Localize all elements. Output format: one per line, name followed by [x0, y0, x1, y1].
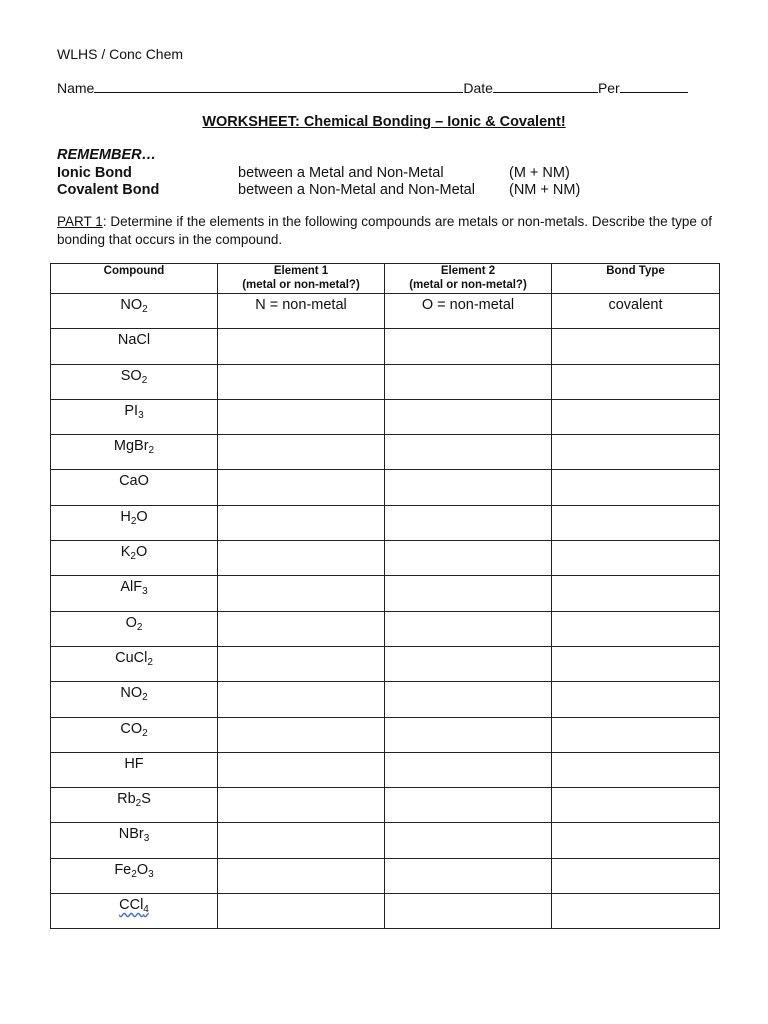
compound-cell	[51, 576, 218, 611]
element2-cell[interactable]	[385, 682, 552, 717]
compound-cell	[51, 435, 218, 470]
element1-cell[interactable]	[218, 364, 385, 399]
compound-cell	[51, 682, 218, 717]
compound-formula: $NO_2$	[120, 297, 148, 315]
element2-header: Element 2 (metal or non-metal?)	[385, 264, 552, 294]
element2-cell[interactable]	[385, 470, 552, 505]
table-row	[51, 682, 720, 717]
compound-cell	[51, 752, 218, 787]
compound-formula: NaCl	[117, 332, 151, 349]
compound-cell	[51, 717, 218, 752]
period-field[interactable]	[620, 79, 688, 93]
element2-cell[interactable]	[385, 541, 552, 576]
definition-description: between a Metal and Non-Metal	[238, 165, 444, 181]
compound-cell	[51, 294, 218, 329]
element2-cell[interactable]	[385, 894, 552, 929]
element1-cell[interactable]	[218, 611, 385, 646]
table-row	[51, 505, 720, 540]
element1-cell[interactable]	[218, 894, 385, 929]
name-field[interactable]	[94, 79, 463, 93]
compound-formula: MgBr$_2$	[113, 438, 155, 457]
compound-cell	[51, 611, 218, 646]
compound-formula: $K_2O$	[120, 544, 148, 563]
table-body	[51, 294, 720, 929]
element1-cell[interactable]: N = non-metal	[218, 294, 385, 329]
worksheet-title: WORKSHEET: Chemical Bonding – Ionic & Covalent!	[202, 114, 566, 130]
date-field[interactable]	[493, 79, 598, 93]
period-label: Per	[597, 80, 620, 96]
element1-cell[interactable]	[218, 682, 385, 717]
table-row	[51, 894, 720, 929]
bond-type-cell[interactable]	[552, 364, 720, 399]
definition-abbreviation: (M + NM)	[509, 165, 570, 181]
compound-formula: $CO_2$	[120, 720, 148, 739]
compound-cell	[51, 399, 218, 434]
compound-formula: CaO	[119, 473, 149, 490]
bond-type-cell[interactable]	[552, 435, 720, 470]
element2-cell[interactable]	[385, 858, 552, 893]
bond-type-cell[interactable]	[552, 646, 720, 681]
compound-formula: NBr$_3$	[118, 826, 150, 845]
bond-type-cell[interactable]	[552, 329, 720, 364]
bond-type-cell[interactable]	[552, 611, 720, 646]
table-row	[51, 717, 720, 752]
table-row	[51, 435, 720, 470]
compound-formula: $O_2$	[125, 614, 143, 633]
table-row	[51, 646, 720, 681]
element2-cell[interactable]: O = non-metal	[385, 294, 552, 329]
element1-cell[interactable]	[218, 329, 385, 364]
element1-cell[interactable]	[218, 717, 385, 752]
bond-type-cell[interactable]	[552, 752, 720, 787]
compound-cell	[51, 646, 218, 681]
bond-type-cell[interactable]	[552, 823, 720, 858]
table-row	[51, 752, 720, 787]
bond-type-cell[interactable]	[552, 470, 720, 505]
bond-type-cell[interactable]	[552, 576, 720, 611]
name-label: Name	[57, 80, 95, 96]
compound-cell	[51, 894, 218, 929]
table-header-row	[51, 264, 720, 294]
bond-type-cell[interactable]	[552, 894, 720, 929]
element1-cell[interactable]	[218, 470, 385, 505]
course-label: WLHS / Conc Chem	[57, 46, 184, 62]
table-row	[51, 576, 720, 611]
bond-type-cell[interactable]	[552, 682, 720, 717]
bond-type-cell[interactable]: covalent	[552, 294, 720, 329]
bond-type-header: Bond Type	[552, 264, 720, 294]
bond-type-cell[interactable]	[552, 541, 720, 576]
definition-abbreviation: (NM + NM)	[509, 182, 581, 198]
element2-cell[interactable]	[385, 364, 552, 399]
element2-cell[interactable]	[385, 717, 552, 752]
table-row	[51, 858, 720, 893]
compound-formula: $Fe_2O_3$	[114, 861, 154, 880]
compound-cell	[51, 788, 218, 823]
table-row	[51, 541, 720, 576]
compound-header: Compound	[51, 264, 218, 294]
element1-cell[interactable]	[218, 435, 385, 470]
bond-type-cell[interactable]	[552, 505, 720, 540]
definition-term: Ionic Bond	[57, 165, 132, 181]
element1-cell[interactable]	[218, 505, 385, 540]
compound-cell	[51, 364, 218, 399]
element2-cell[interactable]	[385, 329, 552, 364]
element2-cell[interactable]	[385, 399, 552, 434]
compound-formula: $SO_2$	[120, 367, 148, 386]
bond-type-cell[interactable]	[552, 858, 720, 893]
element1-cell[interactable]	[218, 399, 385, 434]
bond-type-cell[interactable]	[552, 788, 720, 823]
element1-cell[interactable]	[218, 788, 385, 823]
compound-cell	[51, 541, 218, 576]
table-row	[51, 364, 720, 399]
table-row	[51, 611, 720, 646]
element2-cell[interactable]	[385, 752, 552, 787]
compound-formula: $NO_2$	[120, 685, 148, 704]
element1-cell[interactable]	[218, 576, 385, 611]
compound-formula: AlF$_3$	[120, 579, 148, 598]
element1-cell[interactable]	[218, 541, 385, 576]
element2-cell[interactable]	[385, 435, 552, 470]
table-row	[51, 470, 720, 505]
student-info-line	[57, 79, 688, 96]
compound-cell	[51, 505, 218, 540]
compound-cell	[51, 823, 218, 858]
element2-cell[interactable]	[385, 646, 552, 681]
element1-header: Element 1 (metal or non-metal?)	[218, 264, 385, 294]
compound-formula: $PI_3$	[124, 402, 144, 421]
part1-text: : Determine if the elements in the following compounds are metals or non-metals. Describe the type of bonding that occurs in the compound.	[57, 214, 712, 247]
compound-formula: CCl$_4$	[119, 897, 149, 916]
remember-heading: REMEMBER…	[57, 147, 157, 163]
part1-instructions	[57, 213, 712, 248]
compound-formula: $Rb_2S$	[117, 791, 151, 810]
element1-cell[interactable]	[218, 823, 385, 858]
table-row	[51, 399, 720, 434]
compound-cell	[51, 329, 218, 364]
element2-cell[interactable]	[385, 788, 552, 823]
compound-formula: $H_2O$	[120, 508, 148, 527]
element2-cell[interactable]	[385, 576, 552, 611]
compound-formula: CuCl$_2$	[115, 649, 153, 668]
element1-cell[interactable]	[218, 752, 385, 787]
compound-cell	[51, 858, 218, 893]
element2-cell[interactable]	[385, 611, 552, 646]
element2-cell[interactable]	[385, 505, 552, 540]
compound-cell	[51, 470, 218, 505]
element1-cell[interactable]	[218, 858, 385, 893]
table-row	[51, 788, 720, 823]
bonding-table	[50, 263, 720, 929]
bond-type-cell[interactable]	[552, 717, 720, 752]
table-row	[51, 294, 720, 329]
compound-formula: HF	[124, 755, 144, 772]
part1-label: PART 1	[57, 214, 103, 229]
table-row	[51, 823, 720, 858]
definition-description: between a Non-Metal and Non-Metal	[238, 182, 475, 198]
element1-cell[interactable]	[218, 646, 385, 681]
element2-cell[interactable]	[385, 823, 552, 858]
definition-term: Covalent Bond	[57, 182, 160, 198]
bond-type-cell[interactable]	[552, 399, 720, 434]
date-label: Date	[463, 80, 493, 96]
table-row	[51, 329, 720, 364]
